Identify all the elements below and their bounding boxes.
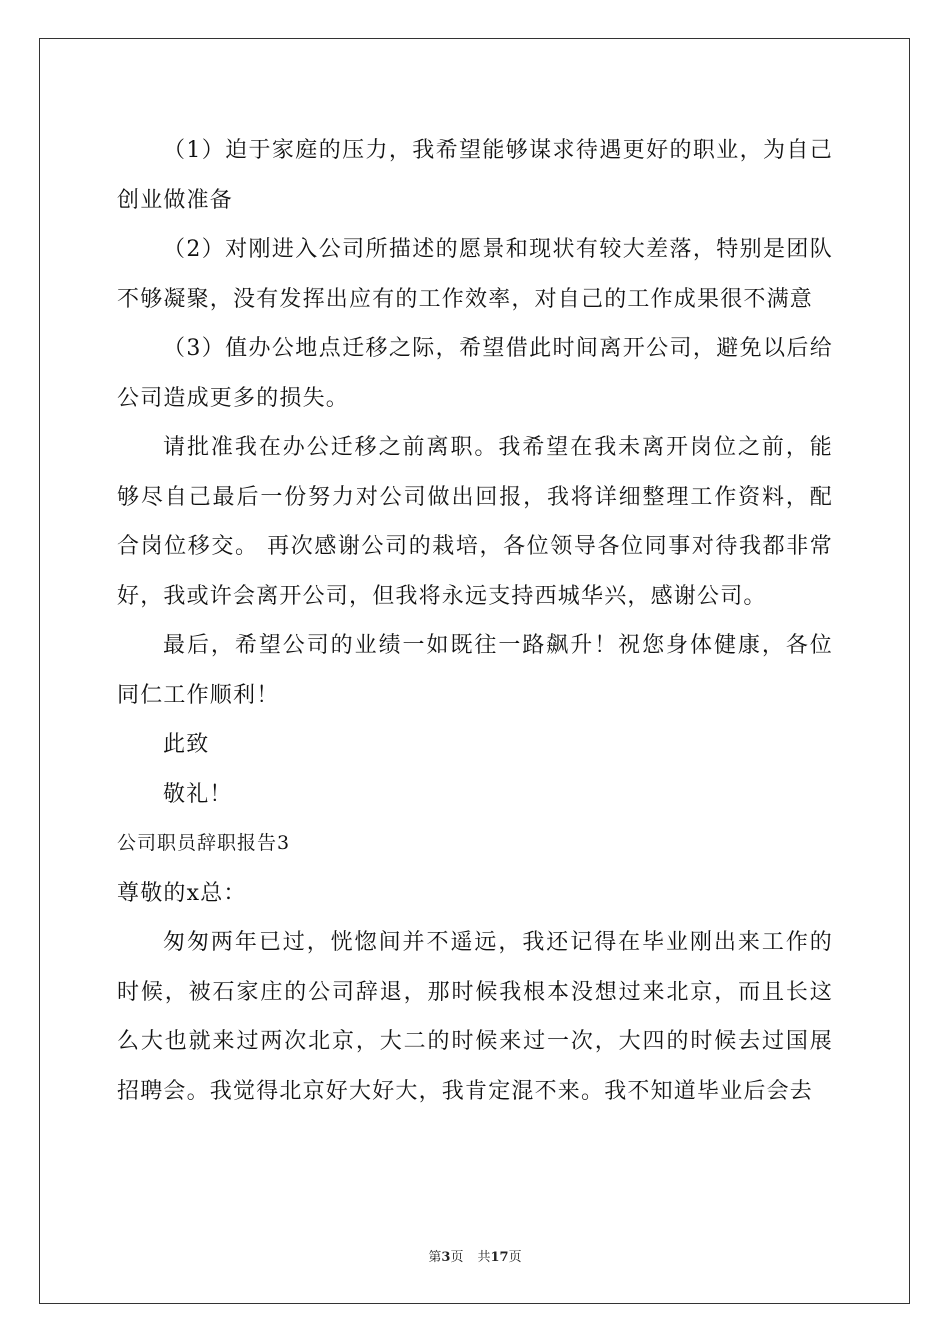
letter-greeting: 尊敬的x总： <box>117 880 247 906</box>
footer-page-suffix: 页 <box>450 1250 464 1265</box>
paragraph-letter-body: 匆匆两年已过，恍惚间并不遥远，我还记得在毕业刚出来工作的时候，被石家庄的公司辞退，那时候我根本没想过来北京，而且长这么大也就来过两次北京，大二的时候来过一次，大四的时候去过国展招聘会。我觉得北京好大好大，我肯定混不来。我不知道毕业后会去 <box>117 930 833 1104</box>
footer-page-prefix: 第 <box>428 1250 442 1265</box>
salutation-jingli: 敬礼！ <box>163 781 233 807</box>
paragraph-request: 请批准我在办公迁移之前离职。我希望在我未离开岗位之前，能够尽自己最后一份努力对公司做出回报，我将详细整理工作资料，配合岗位移交。 再次感谢公司的栽培，各位领导各位同事对待我都非常好，我或许会离开公司，但我将永远支持西城华兴，感谢公司。 <box>117 435 833 609</box>
footer-total-suffix: 页 <box>508 1250 522 1265</box>
section-heading: 公司职员辞职报告3 <box>117 832 291 854</box>
salutation-cizhi: 此致 <box>163 732 210 757</box>
paragraph-closing-wishes: 最后，希望公司的业绩一如既往一路飙升！祝您身体健康，各位同仁工作顺利！ <box>117 633 833 708</box>
page-footer <box>0 1246 950 1265</box>
paragraph-reason-1: （1）迫于家庭的压力，我希望能够谋求待遇更好的职业，为自己创业做准备 <box>117 138 833 213</box>
footer-total-prefix: 共 <box>477 1250 491 1265</box>
paragraph-reason-3: （3）值办公地点迁移之际，希望借此时间离开公司，避免以后给公司造成更多的损失。 <box>117 336 833 411</box>
document-body <box>117 126 833 1116</box>
footer-page-number: 3 <box>441 1250 451 1265</box>
paragraph-reason-2: （2）对刚进入公司所描述的愿景和现状有较大差落，特别是团队不够凝聚，没有发挥出应有的工作效率，对自己的工作成果很不满意 <box>117 237 833 312</box>
footer-total-pages: 17 <box>490 1250 509 1265</box>
